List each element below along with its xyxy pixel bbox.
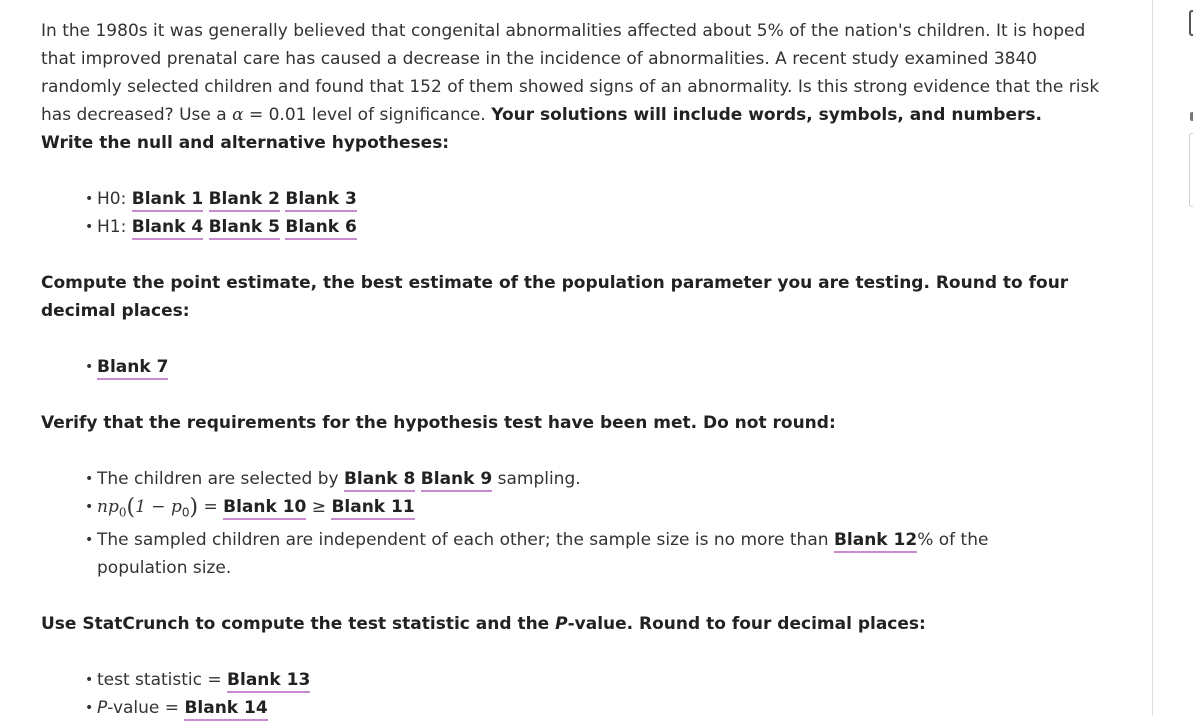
- side-panel-button[interactable]: [1189, 10, 1193, 36]
- test-statistic-item: [85, 666, 1121, 694]
- alpha-value: = 0.01 level of significance.: [243, 105, 492, 125]
- p-value-label-rest: -value =: [107, 698, 185, 719]
- h0-item: [85, 185, 1121, 213]
- p-value-label-p: P: [97, 698, 108, 719]
- formula-one-minus: 1 − p: [135, 497, 182, 517]
- point-estimate-item: [85, 353, 1121, 381]
- intro-text: In the 1980s it was generally believed that congenital abnormalities affected about 5% of the nation's children. It is hoped that improved prenatal care has caused a decrease in the incidence of abnormalities. A recent study examined 3840 randomly selected children and found that 152 of them showed signs of an abnormality. Is this strong evidence that the risk has decreased? Use a: [41, 21, 1100, 125]
- formula-equals: =: [198, 497, 224, 517]
- sampling-item: [85, 465, 1121, 493]
- blank-12[interactable]: Blank 12: [834, 530, 917, 553]
- formula-sub-0b: 0: [181, 505, 190, 520]
- point-estimate-list: [41, 353, 1121, 381]
- blank-14[interactable]: Blank 14: [184, 698, 267, 721]
- independence-prefix: The sampled children are independent of each other; the sample size is no more than: [97, 530, 834, 551]
- open-paren: (: [126, 495, 136, 520]
- h1-label: H1:: [97, 217, 132, 237]
- test-stat-heading-post: -value. Round to four decimal places:: [567, 614, 926, 635]
- test-stat-heading: [41, 610, 1121, 638]
- h0-label: H0:: [97, 189, 132, 209]
- formula-sub-0: 0: [118, 505, 127, 520]
- sampling-suffix: sampling.: [492, 469, 581, 489]
- blank-8[interactable]: Blank 8: [344, 469, 415, 492]
- blank-6[interactable]: Blank 6: [285, 217, 356, 240]
- blank-5[interactable]: Blank 5: [209, 217, 280, 240]
- blank-7[interactable]: Blank 7: [97, 357, 168, 380]
- point-estimate-heading: Compute the point estimate, the best estimate of the population parameter you are testing. Round to four decimal places:: [41, 273, 1069, 321]
- blank-10[interactable]: Blank 10: [223, 497, 306, 520]
- blank-4[interactable]: Blank 4: [132, 217, 203, 240]
- side-panel-box[interactable]: [1189, 133, 1193, 207]
- hypotheses-list: [41, 185, 1121, 241]
- independence-item: [85, 526, 1121, 582]
- blank-13[interactable]: Blank 13: [227, 670, 310, 693]
- test-stat-heading-p: P: [555, 614, 568, 635]
- p-value-item: [85, 694, 1121, 722]
- bold-note: Your solutions will include words, symbols, and numbers.: [491, 105, 1042, 125]
- blank-3[interactable]: Blank 3: [285, 189, 356, 212]
- requirements-heading: Verify that the requirements for the hypothesis test have been met. Do not round:: [41, 413, 836, 433]
- sampling-prefix: The children are selected by: [97, 469, 344, 489]
- independence-suffix: % of the population size.: [97, 530, 989, 579]
- problem-statement: [41, 17, 1121, 129]
- requirements-list: [41, 465, 1121, 582]
- test-stat-heading-pre: Use StatCrunch to compute the test statistic and the: [41, 614, 556, 635]
- success-failure-item: [85, 493, 1121, 526]
- blank-2[interactable]: Blank 2: [209, 189, 280, 212]
- blank-9[interactable]: Blank 9: [421, 469, 492, 492]
- blank-1[interactable]: Blank 1: [132, 189, 203, 212]
- test-stat-list: [41, 666, 1121, 722]
- test-statistic-label: test statistic =: [97, 670, 228, 691]
- formula-np: np: [97, 497, 119, 517]
- close-paren: ): [189, 495, 199, 520]
- formula-geq: ≥: [306, 497, 332, 517]
- panel-divider: [1152, 0, 1153, 716]
- h1-item: [85, 213, 1121, 241]
- hypotheses-heading: Write the null and alternative hypotheses:: [41, 133, 450, 153]
- blank-11[interactable]: Blank 11: [331, 497, 414, 520]
- alpha-symbol: α: [232, 105, 244, 125]
- question-content: [41, 17, 1121, 722]
